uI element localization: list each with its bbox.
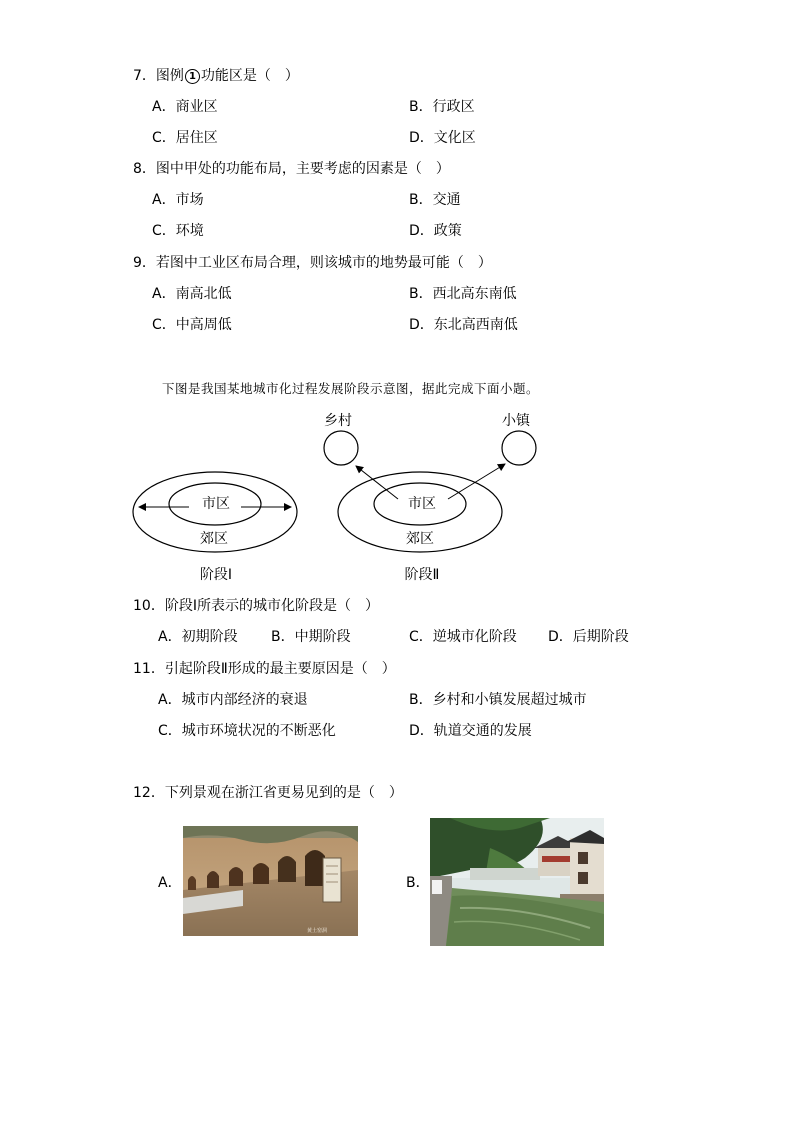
stage2-suburb-label: 郊区 bbox=[406, 531, 434, 547]
q7-option-b[interactable]: B．行政区 bbox=[409, 99, 475, 115]
town-label: 小镇 bbox=[502, 413, 530, 429]
arrow-to-town bbox=[448, 464, 505, 499]
q9-stem: 9．若图中工业区布局合理，则该城市的地势最可能（ ） bbox=[133, 255, 492, 271]
q10-stem: 10．阶段Ⅰ所表示的城市化阶段是（ ） bbox=[133, 598, 379, 614]
cave-dwelling-photo[interactable] bbox=[183, 826, 358, 936]
q11-option-a[interactable]: A．城市内部经济的衰退 bbox=[158, 692, 308, 708]
photo-watermark: 黄土窑洞 bbox=[307, 928, 328, 934]
q10-option-c[interactable]: C．逆城市化阶段 bbox=[409, 629, 517, 645]
stage1-city-label: 市区 bbox=[202, 496, 230, 512]
q11-option-d[interactable]: D．轨道交通的发展 bbox=[409, 723, 532, 739]
water-town-photo[interactable] bbox=[430, 818, 604, 946]
q11-stem: 11．引起阶段Ⅱ形成的最主要原因是（ ） bbox=[133, 661, 396, 677]
village-label: 乡村 bbox=[324, 413, 352, 429]
q12-option-b-label[interactable]: B． bbox=[406, 875, 430, 891]
q10-option-d[interactable]: D．后期阶段 bbox=[548, 629, 629, 645]
q7-option-a[interactable]: A．商业区 bbox=[152, 99, 218, 115]
q8-stem: 8．图中甲处的功能布局，主要考虑的因素是（ ） bbox=[133, 161, 450, 177]
stage1-suburb-label: 郊区 bbox=[200, 531, 228, 547]
stage2-city-label: 市区 bbox=[408, 496, 436, 512]
town-circle bbox=[502, 431, 536, 465]
q9-option-b[interactable]: B．西北高东南低 bbox=[409, 286, 517, 302]
q7-stem: 7．图例 1 功能区是（ ） bbox=[133, 68, 299, 84]
q10-option-a[interactable]: A．初期阶段 bbox=[158, 629, 238, 645]
q8-option-d[interactable]: D．政策 bbox=[409, 223, 462, 239]
q12-stem: 12．下列景观在浙江省更易见到的是（ ） bbox=[133, 785, 403, 801]
village-circle bbox=[324, 431, 358, 465]
q7-option-d[interactable]: D．文化区 bbox=[409, 130, 476, 146]
stage2-caption: 阶段Ⅱ bbox=[404, 567, 440, 583]
water-town-illustration bbox=[430, 818, 604, 946]
q11-option-c[interactable]: C．城市环境状况的不断恶化 bbox=[158, 723, 336, 739]
q9-option-a[interactable]: A．南高北低 bbox=[152, 286, 232, 302]
q7-option-c[interactable]: C．居住区 bbox=[152, 130, 218, 146]
passage-intro: 下图是我国某地城市化过程发展阶段示意图，据此完成下面小题。 bbox=[162, 381, 540, 396]
q12-option-a-label[interactable]: A． bbox=[158, 875, 182, 891]
q9-option-c[interactable]: C．中高周低 bbox=[152, 317, 232, 333]
q8-option-c[interactable]: C．环境 bbox=[152, 223, 204, 239]
q8-option-b[interactable]: B．交通 bbox=[409, 192, 461, 208]
q8-option-a[interactable]: A．市场 bbox=[152, 192, 204, 208]
q10-option-b[interactable]: B．中期阶段 bbox=[271, 629, 351, 645]
cave-dwelling-illustration bbox=[183, 826, 358, 936]
stage1-caption: 阶段Ⅰ bbox=[199, 567, 233, 583]
urbanization-diagram bbox=[0, 400, 794, 660]
q9-option-d[interactable]: D．东北高西南低 bbox=[409, 317, 518, 333]
q11-option-b[interactable]: B．乡村和小镇发展超过城市 bbox=[409, 692, 587, 708]
circled-number-1: 1 bbox=[185, 69, 200, 84]
arrow-to-village bbox=[356, 466, 398, 499]
